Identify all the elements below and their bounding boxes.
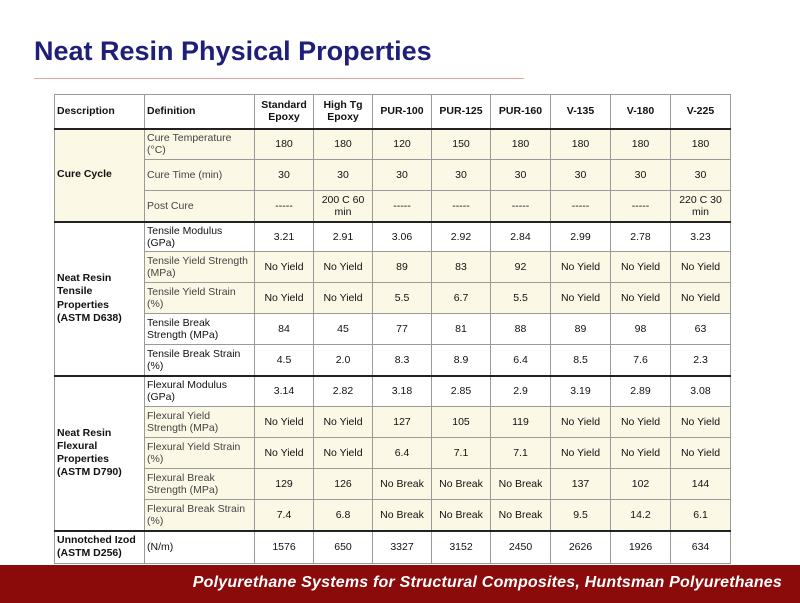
table-cell: ----- (255, 191, 314, 222)
table-cell: 30 (255, 160, 314, 191)
row-definition: Tensile Break Strength (MPa) (145, 314, 255, 345)
table-cell: 89 (551, 314, 611, 345)
table-cell: 650 (314, 531, 373, 564)
table-cell: 84 (255, 314, 314, 345)
table-cell: 3.06 (373, 222, 432, 252)
table-cell: 30 (491, 160, 551, 191)
header-definition: Definition (145, 95, 255, 129)
table-cell: 8.3 (373, 345, 432, 376)
table-cell: No Yield (551, 407, 611, 438)
table-row (55, 469, 731, 500)
table-cell: 2.9 (491, 376, 551, 407)
table-cell: 137 (551, 469, 611, 500)
row-definition: Flexural Modulus (GPa) (145, 376, 255, 407)
table-cell: 83 (432, 252, 491, 283)
table-cell: No Yield (671, 252, 731, 283)
header-col-v-180: V-180 (611, 95, 671, 129)
table-cell: No Yield (611, 252, 671, 283)
table-cell: 6.8 (314, 500, 373, 531)
table-cell: 7.1 (491, 438, 551, 469)
row-definition: (N/m) (145, 531, 255, 564)
table-cell: 2.84 (491, 222, 551, 252)
table-cell: 180 (314, 129, 373, 160)
table-cell: 144 (671, 469, 731, 500)
table-cell: No Yield (611, 283, 671, 314)
row-definition: Cure Temperature (°C) (145, 129, 255, 160)
table-cell: 81 (432, 314, 491, 345)
table-cell: 2.82 (314, 376, 373, 407)
table-cell: No Yield (611, 438, 671, 469)
table-row (55, 283, 731, 314)
table-cell: No Break (373, 469, 432, 500)
table-cell: No Yield (314, 283, 373, 314)
table-cell: 2.3 (671, 345, 731, 376)
table-row (55, 222, 731, 252)
table-cell: 2.91 (314, 222, 373, 252)
group-label-cure-cycle: Cure Cycle (55, 129, 145, 222)
table-cell: 6.1 (671, 500, 731, 531)
table-cell: No Yield (551, 438, 611, 469)
table-cell: 120 (373, 129, 432, 160)
table-row (55, 438, 731, 469)
table-cell: No Yield (255, 407, 314, 438)
table-row (55, 129, 731, 160)
table-cell: 30 (671, 160, 731, 191)
table-row (55, 314, 731, 345)
table-cell: 7.6 (611, 345, 671, 376)
table-cell: 180 (491, 129, 551, 160)
table-cell: 180 (255, 129, 314, 160)
table-cell: No Yield (255, 438, 314, 469)
table-cell: No Yield (611, 407, 671, 438)
header-col-pur-125: PUR-125 (432, 95, 491, 129)
table-cell: 5.5 (373, 283, 432, 314)
table-row (55, 376, 731, 407)
table-row (55, 252, 731, 283)
table-cell: No Break (432, 469, 491, 500)
table-cell: No Yield (314, 438, 373, 469)
row-definition: Cure Time (min) (145, 160, 255, 191)
table-cell: 180 (551, 129, 611, 160)
table-cell: 14.2 (611, 500, 671, 531)
table-cell: 30 (611, 160, 671, 191)
row-definition: Tensile Modulus (GPa) (145, 222, 255, 252)
table-cell: 7.1 (432, 438, 491, 469)
table-cell: 180 (611, 129, 671, 160)
table-row (55, 531, 731, 564)
table-cell: 3.14 (255, 376, 314, 407)
table-cell: ----- (551, 191, 611, 222)
group-label-tensile: Neat Resin Tensile Properties (ASTM D638) (55, 222, 145, 376)
row-definition: Flexural Yield Strength (MPa) (145, 407, 255, 438)
table-row (55, 160, 731, 191)
table-cell: 2.85 (432, 376, 491, 407)
header-col-pur-100: PUR-100 (373, 95, 432, 129)
table-cell: No Yield (551, 252, 611, 283)
table-cell: ----- (491, 191, 551, 222)
table-cell: 3.08 (671, 376, 731, 407)
table-cell: No Yield (671, 438, 731, 469)
table-cell: 102 (611, 469, 671, 500)
table-cell: 8.9 (432, 345, 491, 376)
table-cell: 77 (373, 314, 432, 345)
table-cell: 3.21 (255, 222, 314, 252)
table-cell: No Yield (314, 252, 373, 283)
table-cell: 3152 (432, 531, 491, 564)
table-cell: 200 C 60 min (314, 191, 373, 222)
row-definition: Tensile Yield Strain (%) (145, 283, 255, 314)
header-col-high-tg-epoxy: High Tg Epoxy (314, 95, 373, 129)
table-cell: 63 (671, 314, 731, 345)
table-cell: 2.0 (314, 345, 373, 376)
table-cell: 3.18 (373, 376, 432, 407)
properties-table (54, 94, 731, 564)
header-col-standard-epoxy: Standard Epoxy (255, 95, 314, 129)
table-cell: 126 (314, 469, 373, 500)
table-cell: 2450 (491, 531, 551, 564)
table-cell: No Break (432, 500, 491, 531)
table-cell: 127 (373, 407, 432, 438)
table-cell: 3.23 (671, 222, 731, 252)
group-label-flexural: Neat Resin Flexural Properties (ASTM D790) (55, 376, 145, 531)
table-cell: 45 (314, 314, 373, 345)
table-row (55, 345, 731, 376)
table-cell: 4.5 (255, 345, 314, 376)
table-cell: No Yield (671, 283, 731, 314)
table-cell: 92 (491, 252, 551, 283)
table-cell: 30 (373, 160, 432, 191)
table-cell: 30 (551, 160, 611, 191)
table-cell: 30 (432, 160, 491, 191)
title-divider (34, 78, 524, 79)
header-col-v-225: V-225 (671, 95, 731, 129)
table-cell: 105 (432, 407, 491, 438)
table-row (55, 500, 731, 531)
table-cell: 2.78 (611, 222, 671, 252)
table-cell: 6.7 (432, 283, 491, 314)
footer-text: Polyurethane Systems for Structural Composites, Huntsman Polyurethanes (192, 574, 782, 591)
table-cell: 2.92 (432, 222, 491, 252)
table-cell: 220 C 30 min (671, 191, 731, 222)
table-cell: 89 (373, 252, 432, 283)
table-cell: 1576 (255, 531, 314, 564)
row-definition: Flexural Break Strain (%) (145, 500, 255, 531)
table-cell: 9.5 (551, 500, 611, 531)
table-cell: 3327 (373, 531, 432, 564)
row-definition: Flexural Break Strength (MPa) (145, 469, 255, 500)
table-row (55, 191, 731, 222)
table-cell: 98 (611, 314, 671, 345)
header-col-pur-160: PUR-160 (491, 95, 551, 129)
row-definition: Post Cure (145, 191, 255, 222)
table-cell: 8.5 (551, 345, 611, 376)
table-cell: 3.19 (551, 376, 611, 407)
footer-banner (0, 565, 800, 603)
table-header-row (55, 95, 731, 129)
table-cell: No Break (491, 500, 551, 531)
table-cell: No Break (491, 469, 551, 500)
table-cell: 2.99 (551, 222, 611, 252)
group-label-izod: Unnotched Izod (ASTM D256) (55, 531, 145, 564)
table-cell: ----- (373, 191, 432, 222)
table-cell: 88 (491, 314, 551, 345)
table-cell: ----- (432, 191, 491, 222)
table-cell: No Yield (255, 252, 314, 283)
table-cell: ----- (611, 191, 671, 222)
table-cell: 150 (432, 129, 491, 160)
table-cell: No Break (373, 500, 432, 531)
header-col-v-135: V-135 (551, 95, 611, 129)
table-cell: 6.4 (491, 345, 551, 376)
table-cell: 634 (671, 531, 731, 564)
table-cell: 30 (314, 160, 373, 191)
table-cell: No Yield (314, 407, 373, 438)
table-cell: 2.89 (611, 376, 671, 407)
row-definition: Tensile Break Strain (%) (145, 345, 255, 376)
table-cell: 5.5 (491, 283, 551, 314)
table-cell: No Yield (255, 283, 314, 314)
table-cell: 7.4 (255, 500, 314, 531)
page-title: Neat Resin Physical Properties (34, 36, 432, 66)
table-cell: 2626 (551, 531, 611, 564)
table-cell: 119 (491, 407, 551, 438)
table-cell: 180 (671, 129, 731, 160)
table-cell: 1926 (611, 531, 671, 564)
table-cell: 129 (255, 469, 314, 500)
row-definition: Flexural Yield Strain (%) (145, 438, 255, 469)
table-cell: 6.4 (373, 438, 432, 469)
table-cell: No Yield (671, 407, 731, 438)
row-definition: Tensile Yield Strength (MPa) (145, 252, 255, 283)
table-cell: No Yield (551, 283, 611, 314)
table-row (55, 407, 731, 438)
header-description: Description (55, 95, 145, 129)
